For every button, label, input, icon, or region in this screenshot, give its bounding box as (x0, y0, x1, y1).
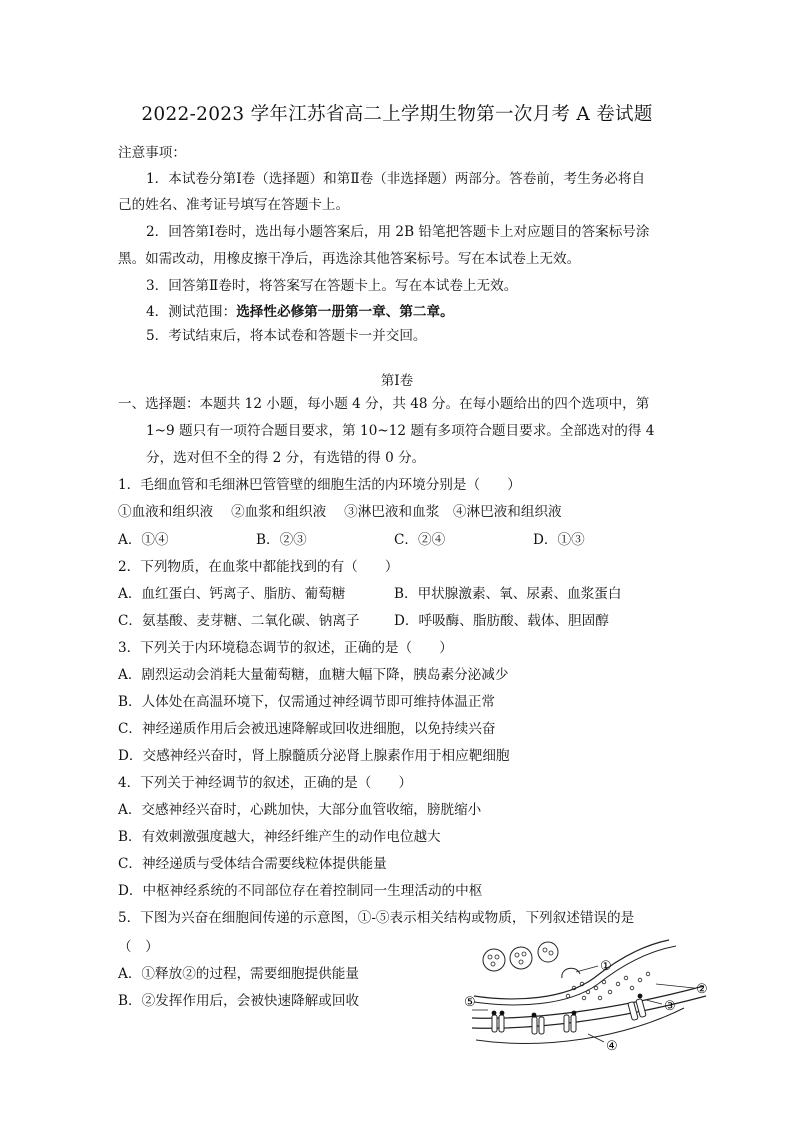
note-2: 2．回答第Ⅰ卷时，选出每小题答案后，用 2B 铅笔把答题卡上对应题目的答案标号涂 (146, 224, 650, 240)
q1-option-d: D．①③ (533, 532, 585, 548)
receptor-channel (628, 994, 646, 1021)
postsynaptic-cell-outline (476, 1008, 684, 1043)
synaptic-vesicle (483, 949, 505, 971)
section-instructions-1: 一、选择题：本题共 12 小题，每小题 4 分，共 48 分。在每小题给出的四个选项中，第 (118, 396, 650, 412)
synaptic-vesicle (538, 942, 558, 962)
q3-option-a: A．剧烈运动会消耗大量葡萄糖，血糖大幅下降，胰岛素分泌减少 (118, 667, 509, 683)
label-2: ② (696, 982, 708, 997)
q1-option-c: C．②④ (394, 532, 446, 548)
exam-title: 2022-2023 学年江苏省高二上学期生物第一次月考 A 卷试题 (141, 104, 653, 125)
label-3: ③ (664, 999, 676, 1014)
q4-option-a: A．交感神经兴奋时，心跳加快，大部分血管收缩，膀胱缩小 (118, 802, 482, 818)
q1-option-b: B．②③ (256, 532, 307, 548)
section-instructions-2: 1~9 题只有一项符合题目要求，第 10~12 题有多项符合题目要求。全部选对的得 4 (146, 423, 655, 439)
q5-stem-cont: （ ） (118, 939, 159, 955)
label-4: ④ (606, 1039, 618, 1054)
q4-option-b: B．有效刺激强度越大，神经纤维产生的动作电位越大 (118, 829, 441, 845)
leader-lines (472, 966, 694, 1042)
q3-option-d: D．交感神经兴奋时，肾上腺髓质分泌肾上腺素作用于相应靶细胞 (118, 748, 510, 764)
note-1-cont: 己的姓名、准考证号填写在答题卡上。 (118, 197, 350, 213)
q5-stem: 5．下图为兴奋在细胞间传递的示意图，①-⑤表示相关结构或物质，下列叙述错误的是 (118, 910, 635, 926)
q4-option-c: C．神经递质与受体结合需要线粒体提供能量 (118, 856, 387, 872)
synapse-diagram (464, 938, 714, 1058)
note-1: 1．本试卷分第Ⅰ卷（选择题）和第Ⅱ卷（非选择题）两部分。答卷前，考生务必将自 (146, 171, 646, 187)
q2-option-d: D．呼吸酶、脂肪酸、载体、胆固醇 (394, 613, 609, 629)
q5-option-a: A．①释放②的过程，需要细胞提供能量 (118, 966, 359, 982)
presynaptic-membrane-inner (474, 946, 676, 1005)
note-4 (146, 302, 454, 322)
q1-items: ①血液和组织液 ②血浆和组织液 ③淋巴液和血浆 ④淋巴液和组织液 (118, 504, 562, 520)
notes-heading: 注意事项： (118, 145, 186, 161)
fusing-vesicle (562, 968, 580, 978)
q3-option-b: B．人体处在高温环境下，仅需通过神经调节即可维持体温正常 (118, 694, 496, 710)
q1-stem: 1．毛细血管和毛细淋巴管管壁的细胞生活的内环境分别是（ ） (118, 477, 521, 493)
synaptic-vesicle (510, 947, 532, 969)
receptor-channel (492, 1011, 505, 1032)
q2-stem: 2．下列物质，在血浆中都能找到的有（ ） (118, 559, 399, 575)
note-5: 5．考试结束后，将本试卷和答题卡一并交回。 (146, 328, 427, 344)
q3-stem: 3．下列关于内环境稳态调节的叙述，正确的是（ ） (118, 640, 453, 656)
note-4-prefix: 4．测试范围： (146, 304, 237, 320)
note-4-range: 选择性必修第一册第一章、第二章。 (236, 304, 454, 320)
presynaptic-membrane (474, 940, 669, 999)
q3-option-c: C．神经递质作用后会被迅速降解或回收进细胞，以免持续兴奋 (118, 721, 496, 737)
section-heading: 第Ⅰ卷 (380, 373, 414, 389)
q1-option-a: A．①④ (118, 532, 169, 548)
note-3: 3．回答第Ⅱ卷时，将答案写在答题卡上。写在本试卷上无效。 (146, 278, 518, 294)
label-1: ① (600, 959, 612, 974)
q2-option-a: A．血红蛋白、钙离子、脂肪、葡萄糖 (118, 586, 346, 602)
q2-option-b: B．甲状腺激素、氧、尿素、血浆蛋白 (394, 586, 622, 602)
section-instructions-3: 分，选对但不全的得 2 分，有选错的得 0 分。 (146, 450, 426, 466)
note-2-cont: 黑。如需改动，用橡皮擦干净后，再选涂其他答案标号。写在本试卷上无效。 (118, 251, 581, 267)
q2-option-c: C．氨基酸、麦芽糖、二氧化碳、钠离子 (118, 613, 360, 629)
q4-stem: 4．下列关于神经调节的叙述，正确的是（ ） (118, 775, 413, 791)
label-5: ⑤ (464, 995, 476, 1010)
q4-option-d: D．中枢神经系统的不同部位存在着控制同一生理活动的中枢 (118, 883, 483, 899)
q5-option-b: B．②发挥作用后，会被快速降解或回收 (118, 993, 360, 1009)
